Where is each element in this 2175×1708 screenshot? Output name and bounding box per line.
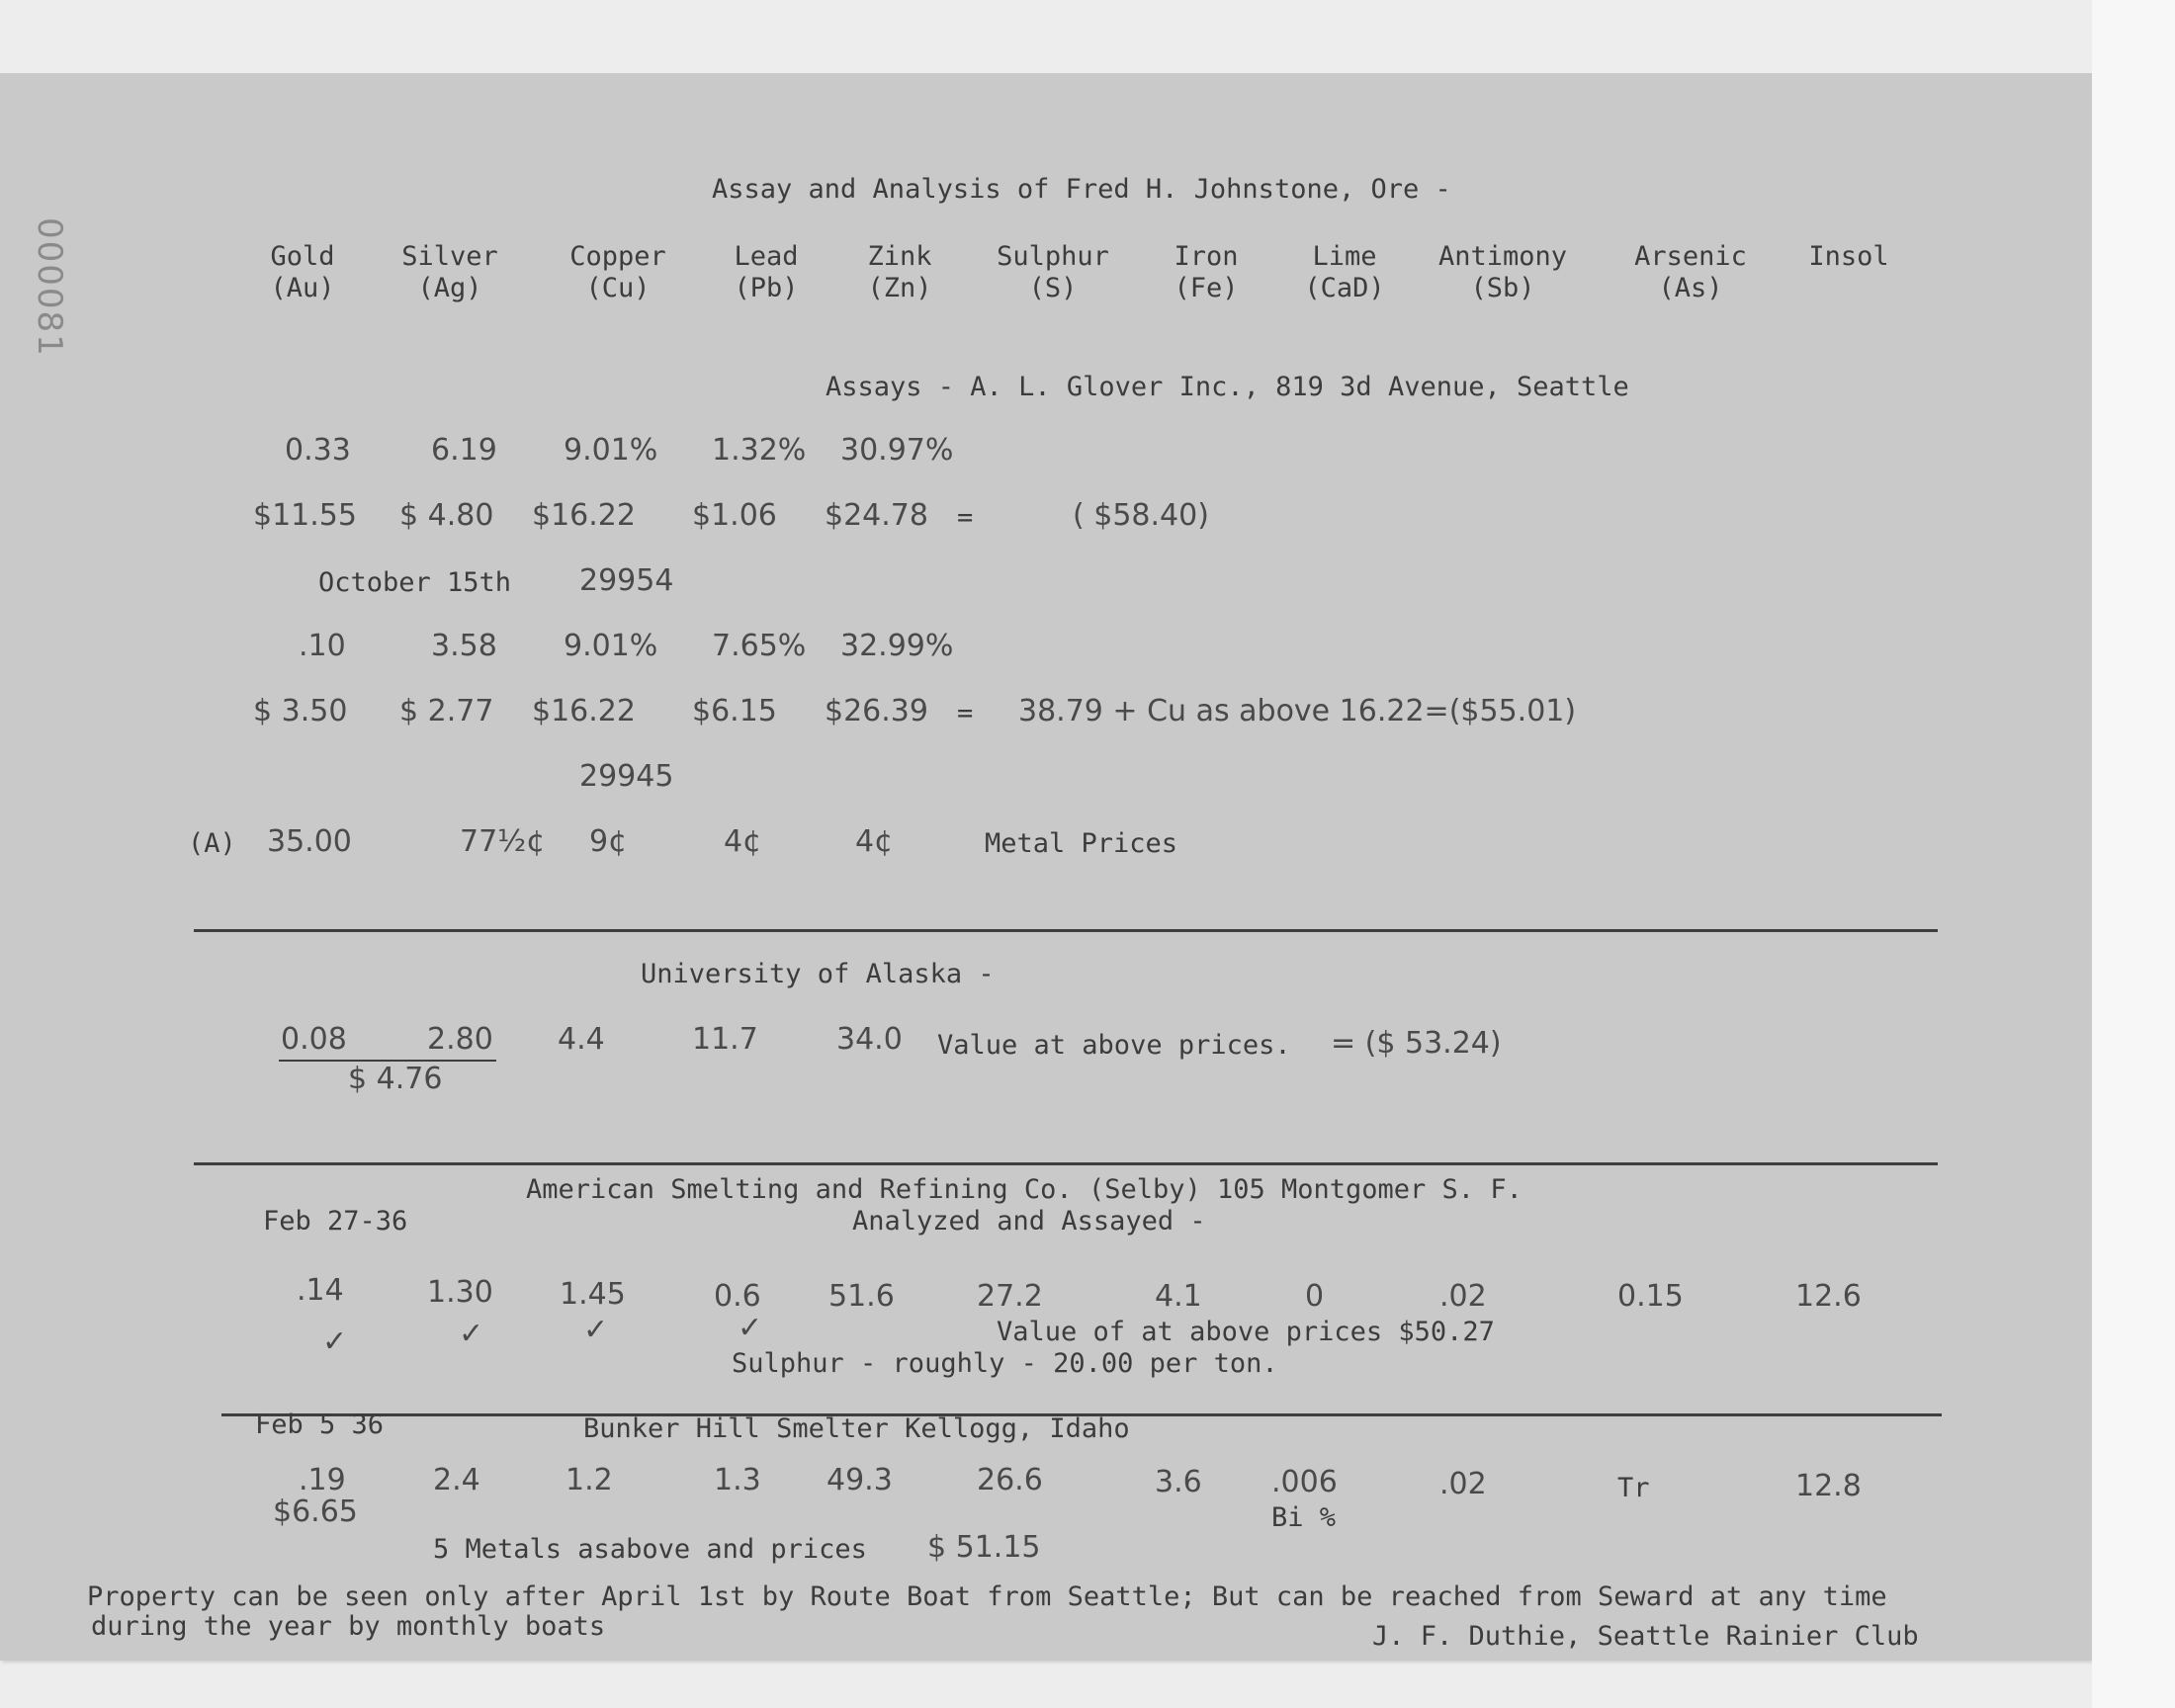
glover-r3-copper: 9.01% bbox=[564, 629, 658, 663]
footer-note-line-2: during the year by monthly boats bbox=[91, 1611, 606, 1642]
bunker-lead: 1.3 bbox=[714, 1463, 761, 1497]
glover-r4-silver: $ 2.77 bbox=[399, 694, 494, 728]
glover-r3-zinc: 32.99% bbox=[840, 629, 954, 663]
glover-r2-copper: $16.22 bbox=[532, 498, 636, 533]
glover-r1-gold: 0.33 bbox=[285, 433, 351, 468]
price-silver: 77½¢ bbox=[460, 824, 546, 859]
glover-r1-copper: 9.01% bbox=[564, 433, 658, 468]
column-header-sulphur: Sulphur (S) bbox=[997, 241, 1109, 303]
bunker-silver: 2.4 bbox=[433, 1463, 480, 1497]
glover-r4-equals: = bbox=[957, 698, 974, 728]
asarco-date: Feb 27-36 bbox=[263, 1206, 408, 1237]
glover-r2-total: ( $58.40) bbox=[1073, 498, 1209, 533]
bunker-bismuth-note: Bi % bbox=[1271, 1502, 1337, 1533]
metal-prices-caption: Metal Prices bbox=[985, 828, 1178, 859]
glover-r2-gold: $11.55 bbox=[253, 498, 357, 533]
bunker-gold-value: $6.65 bbox=[273, 1494, 358, 1529]
column-header-arsenic: Arsenic (As) bbox=[1634, 241, 1747, 303]
column-header-lead: Lead (Pb) bbox=[734, 241, 799, 303]
glover-date: October 15th bbox=[318, 567, 512, 598]
asarco-antimony: .02 bbox=[1439, 1279, 1487, 1314]
column-header-copper: Copper (Cu) bbox=[569, 241, 666, 303]
asarco-copper: 1.45 bbox=[560, 1277, 626, 1312]
glover-r3-silver: 3.58 bbox=[431, 629, 497, 663]
column-header-antimony: Antimony (Sb) bbox=[1437, 241, 1568, 303]
glover-lot-number-2: 29945 bbox=[579, 759, 674, 794]
bunker-date: Feb 5 36 bbox=[255, 1409, 385, 1440]
checkmark-icon: ✓ bbox=[738, 1311, 763, 1345]
alaska-copper: 4.4 bbox=[558, 1022, 605, 1057]
glover-heading: Assays - A. L. Glover Inc., 819 3d Avenue, Seattle bbox=[826, 372, 1629, 402]
bunker-insol: 12.8 bbox=[1795, 1469, 1862, 1503]
glover-r1-zinc: 30.97% bbox=[840, 433, 954, 468]
checkmark-icon: ✓ bbox=[322, 1324, 348, 1359]
alaska-silver: 2.80 bbox=[427, 1022, 493, 1057]
column-header-gold: Gold (Au) bbox=[270, 241, 335, 303]
bunker-iron: 3.6 bbox=[1155, 1465, 1202, 1499]
asarco-sulphur: 27.2 bbox=[977, 1279, 1043, 1314]
asarco-arsenic: 0.15 bbox=[1617, 1279, 1684, 1314]
footer-signature: J. F. Duthie, Seattle Rainier Club bbox=[1372, 1621, 1919, 1652]
alaska-heading: University of Alaska - bbox=[641, 959, 995, 989]
alaska-gold: 0.08 bbox=[281, 1022, 347, 1057]
glover-r3-lead: 7.65% bbox=[712, 629, 807, 663]
bunker-summary-text: 5 Metals asabove and prices bbox=[433, 1534, 867, 1565]
bunker-copper: 1.2 bbox=[566, 1463, 613, 1497]
section-divider-1 bbox=[194, 929, 1938, 932]
price-gold: 35.00 bbox=[267, 824, 352, 859]
asarco-insol: 12.6 bbox=[1795, 1279, 1862, 1314]
asarco-value-text: Value of at above prices $50.27 bbox=[997, 1317, 1495, 1347]
bunker-zinc: 49.3 bbox=[826, 1463, 893, 1497]
column-header-lime: Lime (CaD) bbox=[1304, 241, 1385, 303]
alaska-lead: 11.7 bbox=[692, 1022, 758, 1057]
asarco-gold: .14 bbox=[297, 1273, 344, 1308]
alaska-subtotal: $ 4.76 bbox=[348, 1062, 443, 1096]
asarco-sulphur-note: Sulphur - roughly - 20.00 per ton. bbox=[732, 1348, 1278, 1379]
glover-r2-equals: = bbox=[957, 502, 974, 533]
bunker-heading: Bunker Hill Smelter Kellogg, Idaho bbox=[583, 1413, 1130, 1444]
asarco-lime: 0 bbox=[1305, 1279, 1325, 1314]
alaska-value-total: = ($ 53.24) bbox=[1331, 1026, 1502, 1061]
glover-r4-zinc: $26.39 bbox=[825, 694, 928, 728]
price-copper: 9¢ bbox=[589, 824, 628, 859]
asarco-subheading: Analyzed and Assayed - bbox=[852, 1206, 1206, 1237]
bunker-antimony: .02 bbox=[1439, 1467, 1487, 1501]
column-header-zink: Zink (Zn) bbox=[867, 241, 932, 303]
metal-prices-label: (A) bbox=[188, 828, 236, 859]
section-divider-2 bbox=[194, 1162, 1938, 1165]
price-lead: 4¢ bbox=[724, 824, 762, 859]
footer-note-line-1: Property can be seen only after April 1st by Route Boat from Seattle; But can be reached from Seward at any time bbox=[87, 1581, 1887, 1612]
price-zinc: 4¢ bbox=[855, 824, 894, 859]
glover-r4-lead: $6.15 bbox=[692, 694, 777, 728]
glover-r4-total: 38.79 + Cu as above 16.22=($55.01) bbox=[1018, 694, 1577, 728]
archive-stamp-number: 000081 bbox=[30, 217, 69, 358]
bunker-summary-total: $ 51.15 bbox=[927, 1530, 1041, 1565]
page-margin bbox=[2092, 0, 2175, 1708]
asarco-zinc: 51.6 bbox=[828, 1279, 895, 1314]
checkmark-icon: ✓ bbox=[583, 1313, 609, 1347]
glover-r1-silver: 6.19 bbox=[431, 433, 497, 468]
bunker-lime: .006 bbox=[1271, 1465, 1338, 1499]
column-header-iron: Iron (Fe) bbox=[1174, 241, 1239, 303]
asarco-iron: 4.1 bbox=[1155, 1279, 1202, 1314]
bunker-gold: .19 bbox=[299, 1463, 346, 1497]
document-title: Assay and Analysis of Fred H. Johnstone, Ore - bbox=[712, 174, 1451, 205]
glover-lot-number-1: 29954 bbox=[579, 563, 674, 598]
glover-r2-silver: $ 4.80 bbox=[399, 498, 494, 533]
bunker-sulphur: 26.6 bbox=[977, 1463, 1043, 1497]
glover-r2-zinc: $24.78 bbox=[825, 498, 928, 533]
glover-r1-lead: 1.32% bbox=[712, 433, 807, 468]
checkmark-icon: ✓ bbox=[459, 1317, 484, 1351]
bunker-arsenic: Tr bbox=[1617, 1473, 1650, 1503]
alaska-zinc: 34.0 bbox=[836, 1022, 903, 1057]
asarco-lead: 0.6 bbox=[714, 1279, 761, 1314]
glover-r2-lead: $1.06 bbox=[692, 498, 777, 533]
asarco-silver: 1.30 bbox=[427, 1275, 493, 1310]
column-header-insol: Insol bbox=[1808, 241, 1889, 272]
asarco-heading: American Smelting and Refining Co. (Selby) 105 Montgomer S. F. bbox=[526, 1174, 1522, 1205]
glover-r3-gold: .10 bbox=[299, 629, 346, 663]
column-header-silver: Silver (Ag) bbox=[401, 241, 498, 303]
glover-r4-gold: $ 3.50 bbox=[253, 694, 348, 728]
alaska-value-text: Value at above prices. bbox=[937, 1030, 1291, 1061]
glover-r4-copper: $16.22 bbox=[532, 694, 636, 728]
